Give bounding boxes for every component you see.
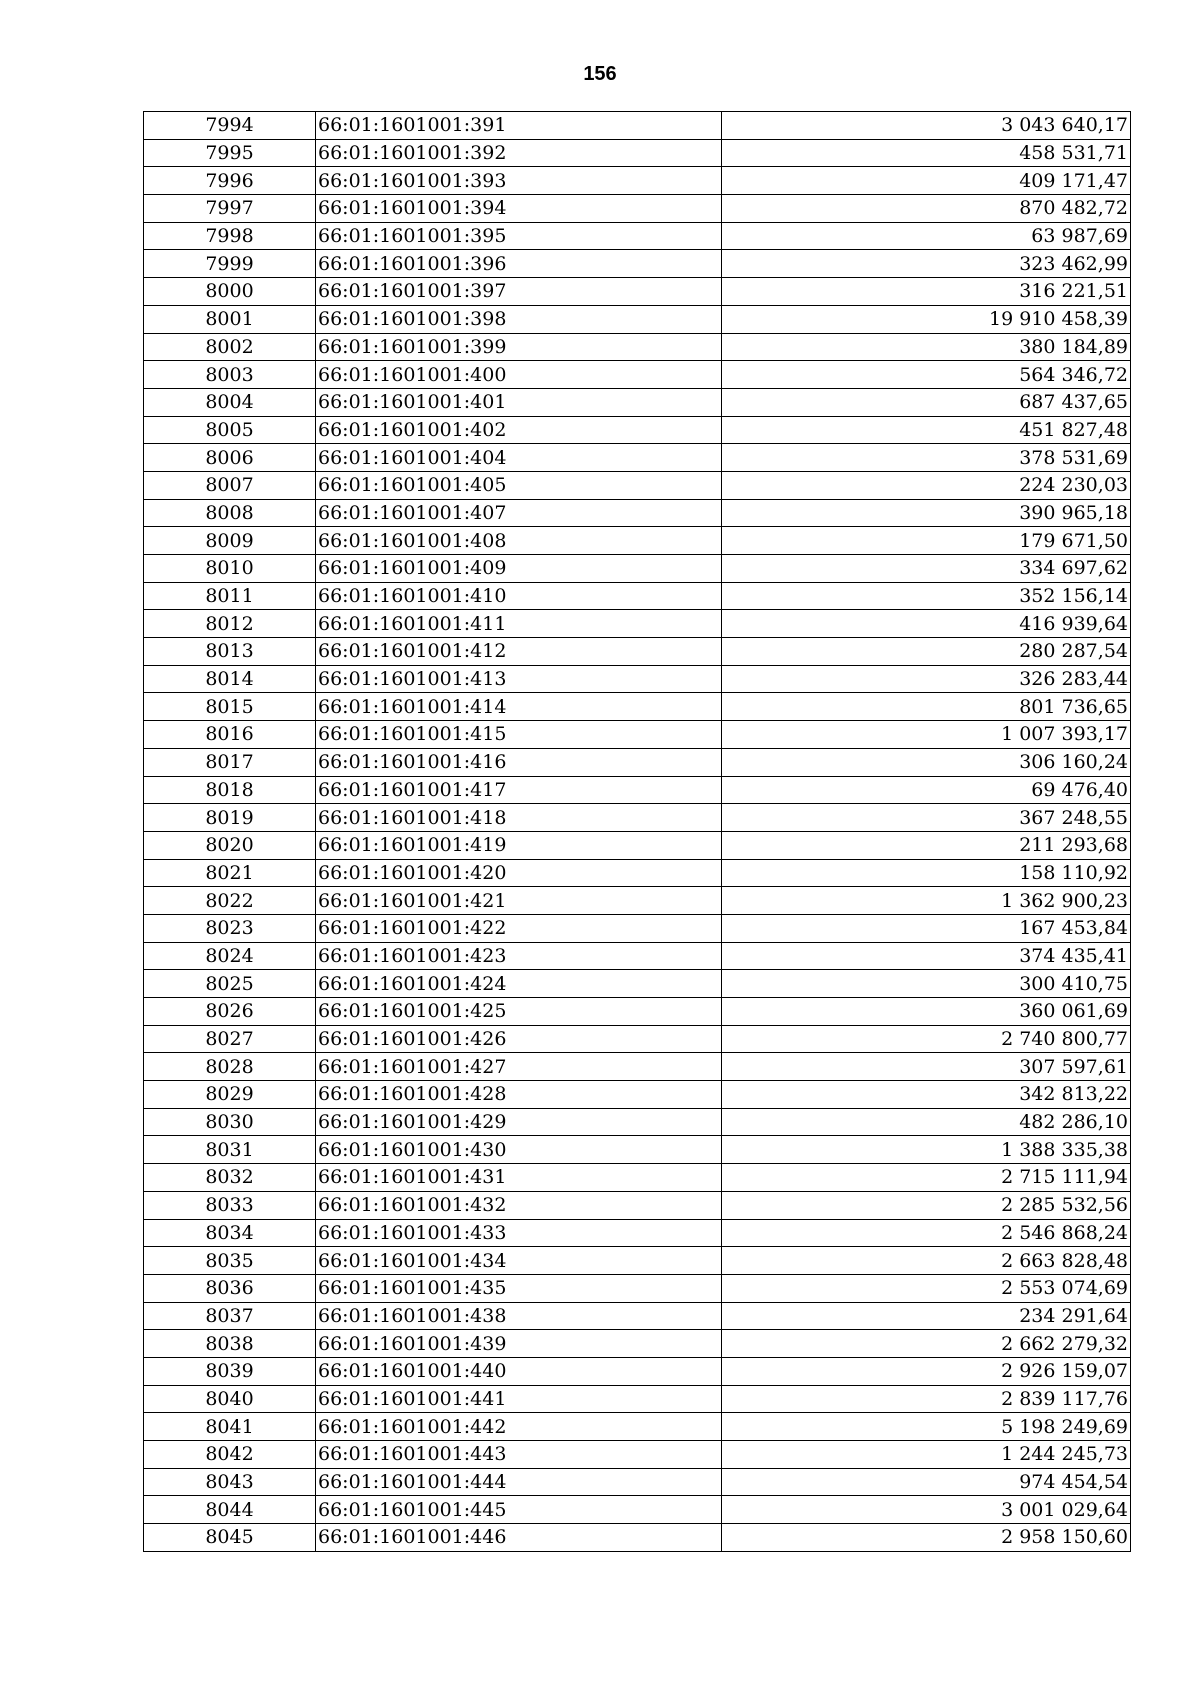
table-row — [144, 1302, 1131, 1330]
cadastral-value-cell: 2 662 279,32 — [722, 1330, 1131, 1358]
cadastral-value-cell: 224 230,03 — [722, 471, 1131, 499]
cadastral-number-cell: 66:01:1601001:396 — [316, 250, 722, 278]
cadastral-value-cell: 390 965,18 — [722, 499, 1131, 527]
cadastral-value-cell: 5 198 249,69 — [722, 1413, 1131, 1441]
row-number-cell: 8045 — [144, 1524, 316, 1552]
row-number-cell: 8017 — [144, 748, 316, 776]
cadastral-number-cell: 66:01:1601001:446 — [316, 1524, 722, 1552]
table-row — [144, 388, 1131, 416]
row-number-cell: 7996 — [144, 167, 316, 195]
table-row — [144, 1496, 1131, 1524]
cadastral-number-cell: 66:01:1601001:439 — [316, 1330, 722, 1358]
cadastral-number-cell: 66:01:1601001:427 — [316, 1053, 722, 1081]
cadastral-number-cell: 66:01:1601001:399 — [316, 333, 722, 361]
cadastral-value-cell: 409 171,47 — [722, 167, 1131, 195]
row-number-cell: 8043 — [144, 1468, 316, 1496]
cadastral-number-cell: 66:01:1601001:393 — [316, 167, 722, 195]
cadastral-value-cell: 280 287,54 — [722, 638, 1131, 666]
page-number: 156 — [583, 63, 617, 85]
cadastral-value-cell: 378 531,69 — [722, 444, 1131, 472]
cadastral-value-cell: 158 110,92 — [722, 859, 1131, 887]
row-number-cell: 8037 — [144, 1302, 316, 1330]
row-number-cell: 8026 — [144, 998, 316, 1026]
cadastral-number-cell: 66:01:1601001:420 — [316, 859, 722, 887]
table-row — [144, 499, 1131, 527]
cadastral-value-cell: 482 286,10 — [722, 1108, 1131, 1136]
row-number-cell: 8029 — [144, 1081, 316, 1109]
table-row — [144, 831, 1131, 859]
row-number-cell: 8018 — [144, 776, 316, 804]
cadastral-value-cell: 234 291,64 — [722, 1302, 1131, 1330]
table-row — [144, 444, 1131, 472]
cadastral-value-cell: 367 248,55 — [722, 804, 1131, 832]
cadastral-number-cell: 66:01:1601001:428 — [316, 1081, 722, 1109]
cadastral-number-cell: 66:01:1601001:404 — [316, 444, 722, 472]
cadastral-value-cell: 69 476,40 — [722, 776, 1131, 804]
cadastral-value-cell: 451 827,48 — [722, 416, 1131, 444]
row-number-cell: 8016 — [144, 721, 316, 749]
cadastral-number-cell: 66:01:1601001:443 — [316, 1441, 722, 1469]
row-number-cell: 8036 — [144, 1274, 316, 1302]
cadastral-number-cell: 66:01:1601001:401 — [316, 388, 722, 416]
table-row — [144, 1385, 1131, 1413]
cadastral-value-cell: 326 283,44 — [722, 665, 1131, 693]
row-number-cell: 8008 — [144, 499, 316, 527]
row-number-cell: 8028 — [144, 1053, 316, 1081]
table-row — [144, 970, 1131, 998]
table-row — [144, 610, 1131, 638]
cadastral-value-cell: 458 531,71 — [722, 139, 1131, 167]
row-number-cell: 8012 — [144, 610, 316, 638]
table-row — [144, 333, 1131, 361]
row-number-cell: 8041 — [144, 1413, 316, 1441]
cadastral-number-cell: 66:01:1601001:415 — [316, 721, 722, 749]
row-number-cell: 8030 — [144, 1108, 316, 1136]
cadastral-number-cell: 66:01:1601001:425 — [316, 998, 722, 1026]
cadastral-number-cell: 66:01:1601001:394 — [316, 195, 722, 223]
table-row — [144, 638, 1131, 666]
table-row — [144, 804, 1131, 832]
row-number-cell: 8011 — [144, 582, 316, 610]
cadastral-number-cell: 66:01:1601001:391 — [316, 112, 722, 140]
cadastral-value-cell: 801 736,65 — [722, 693, 1131, 721]
cadastral-value-cell: 687 437,65 — [722, 388, 1131, 416]
row-number-cell: 8013 — [144, 638, 316, 666]
cadastral-value-cell: 3 001 029,64 — [722, 1496, 1131, 1524]
cadastral-value-cell: 3 043 640,17 — [722, 112, 1131, 140]
cadastral-number-cell: 66:01:1601001:416 — [316, 748, 722, 776]
cadastral-value-table — [143, 111, 1131, 1552]
table-row — [144, 139, 1131, 167]
table-row — [144, 1053, 1131, 1081]
row-number-cell: 8042 — [144, 1441, 316, 1469]
row-number-cell: 8000 — [144, 278, 316, 306]
cadastral-value-cell: 564 346,72 — [722, 361, 1131, 389]
table-row — [144, 776, 1131, 804]
cadastral-value-cell: 167 453,84 — [722, 914, 1131, 942]
cadastral-number-cell: 66:01:1601001:423 — [316, 942, 722, 970]
row-number-cell: 8020 — [144, 831, 316, 859]
table-row — [144, 665, 1131, 693]
cadastral-number-cell: 66:01:1601001:414 — [316, 693, 722, 721]
cadastral-value-cell: 2 285 532,56 — [722, 1191, 1131, 1219]
table-row — [144, 167, 1131, 195]
table-row — [144, 942, 1131, 970]
cadastral-number-cell: 66:01:1601001:422 — [316, 914, 722, 942]
cadastral-value-cell: 352 156,14 — [722, 582, 1131, 610]
row-number-cell: 8003 — [144, 361, 316, 389]
row-number-cell: 8021 — [144, 859, 316, 887]
cadastral-value-cell: 870 482,72 — [722, 195, 1131, 223]
cadastral-number-cell: 66:01:1601001:445 — [316, 1496, 722, 1524]
table-row — [144, 112, 1131, 140]
row-number-cell: 8035 — [144, 1247, 316, 1275]
cadastral-value-cell: 342 813,22 — [722, 1081, 1131, 1109]
cadastral-number-cell: 66:01:1601001:395 — [316, 222, 722, 250]
cadastral-value-cell: 316 221,51 — [722, 278, 1131, 306]
row-number-cell: 8033 — [144, 1191, 316, 1219]
cadastral-number-cell: 66:01:1601001:430 — [316, 1136, 722, 1164]
row-number-cell: 7995 — [144, 139, 316, 167]
row-number-cell: 8019 — [144, 804, 316, 832]
row-number-cell: 8009 — [144, 527, 316, 555]
row-number-cell: 8022 — [144, 887, 316, 915]
table-row — [144, 1191, 1131, 1219]
table-row — [144, 416, 1131, 444]
row-number-cell: 7999 — [144, 250, 316, 278]
row-number-cell: 8044 — [144, 1496, 316, 1524]
row-number-cell: 8014 — [144, 665, 316, 693]
cadastral-value-cell: 360 061,69 — [722, 998, 1131, 1026]
row-number-cell: 8038 — [144, 1330, 316, 1358]
cadastral-number-cell: 66:01:1601001:431 — [316, 1164, 722, 1192]
cadastral-number-cell: 66:01:1601001:418 — [316, 804, 722, 832]
table-row — [144, 555, 1131, 583]
row-number-cell: 8005 — [144, 416, 316, 444]
cadastral-number-cell: 66:01:1601001:434 — [316, 1247, 722, 1275]
row-number-cell: 8015 — [144, 693, 316, 721]
cadastral-value-cell: 334 697,62 — [722, 555, 1131, 583]
row-number-cell: 8039 — [144, 1357, 316, 1385]
cadastral-value-cell: 2 926 159,07 — [722, 1357, 1131, 1385]
cadastral-number-cell: 66:01:1601001:412 — [316, 638, 722, 666]
cadastral-value-cell: 1 388 335,38 — [722, 1136, 1131, 1164]
cadastral-number-cell: 66:01:1601001:392 — [316, 139, 722, 167]
cadastral-number-cell: 66:01:1601001:424 — [316, 970, 722, 998]
table-row — [144, 305, 1131, 333]
table-row — [144, 1219, 1131, 1247]
cadastral-number-cell: 66:01:1601001:397 — [316, 278, 722, 306]
row-number-cell: 7997 — [144, 195, 316, 223]
cadastral-number-cell: 66:01:1601001:405 — [316, 471, 722, 499]
cadastral-value-cell: 2 663 828,48 — [722, 1247, 1131, 1275]
table-row — [144, 1025, 1131, 1053]
table-row — [144, 471, 1131, 499]
table-row — [144, 721, 1131, 749]
cadastral-number-cell: 66:01:1601001:402 — [316, 416, 722, 444]
table-row — [144, 195, 1131, 223]
table-row — [144, 1081, 1131, 1109]
table-row — [144, 914, 1131, 942]
cadastral-number-cell: 66:01:1601001:426 — [316, 1025, 722, 1053]
cadastral-value-cell: 1 244 245,73 — [722, 1441, 1131, 1469]
cadastral-value-cell: 1 362 900,23 — [722, 887, 1131, 915]
table-row — [144, 361, 1131, 389]
table-row — [144, 1136, 1131, 1164]
cadastral-value-cell: 2 839 117,76 — [722, 1385, 1131, 1413]
row-number-cell: 7998 — [144, 222, 316, 250]
cadastral-number-cell: 66:01:1601001:407 — [316, 499, 722, 527]
cadastral-value-cell: 300 410,75 — [722, 970, 1131, 998]
cadastral-number-cell: 66:01:1601001:442 — [316, 1413, 722, 1441]
cadastral-value-cell: 307 597,61 — [722, 1053, 1131, 1081]
table-row — [144, 693, 1131, 721]
cadastral-value-cell: 974 454,54 — [722, 1468, 1131, 1496]
table-row — [144, 1524, 1131, 1552]
cadastral-value-cell: 2 740 800,77 — [722, 1025, 1131, 1053]
cadastral-number-cell: 66:01:1601001:435 — [316, 1274, 722, 1302]
cadastral-value-cell: 2 546 868,24 — [722, 1219, 1131, 1247]
table-row — [144, 887, 1131, 915]
row-number-cell: 8001 — [144, 305, 316, 333]
table-row — [144, 1468, 1131, 1496]
cadastral-value-cell: 416 939,64 — [722, 610, 1131, 638]
row-number-cell: 8023 — [144, 914, 316, 942]
cadastral-number-cell: 66:01:1601001:409 — [316, 555, 722, 583]
cadastral-number-cell: 66:01:1601001:410 — [316, 582, 722, 610]
cadastral-number-cell: 66:01:1601001:417 — [316, 776, 722, 804]
row-number-cell: 8004 — [144, 388, 316, 416]
table-body — [144, 112, 1131, 1552]
row-number-cell: 8024 — [144, 942, 316, 970]
cadastral-number-cell: 66:01:1601001:432 — [316, 1191, 722, 1219]
cadastral-number-cell: 66:01:1601001:429 — [316, 1108, 722, 1136]
cadastral-value-cell: 2 958 150,60 — [722, 1524, 1131, 1552]
cadastral-number-cell: 66:01:1601001:438 — [316, 1302, 722, 1330]
cadastral-number-cell: 66:01:1601001:408 — [316, 527, 722, 555]
table-row — [144, 748, 1131, 776]
row-number-cell: 7994 — [144, 112, 316, 140]
table-row — [144, 222, 1131, 250]
row-number-cell: 8006 — [144, 444, 316, 472]
cadastral-value-cell: 211 293,68 — [722, 831, 1131, 859]
cadastral-number-cell: 66:01:1601001:440 — [316, 1357, 722, 1385]
cadastral-number-cell: 66:01:1601001:421 — [316, 887, 722, 915]
table-row — [144, 250, 1131, 278]
row-number-cell: 8040 — [144, 1385, 316, 1413]
cadastral-number-cell: 66:01:1601001:413 — [316, 665, 722, 693]
cadastral-value-cell: 2 553 074,69 — [722, 1274, 1131, 1302]
cadastral-value-cell: 323 462,99 — [722, 250, 1131, 278]
table-row — [144, 998, 1131, 1026]
cadastral-number-cell: 66:01:1601001:398 — [316, 305, 722, 333]
cadastral-number-cell: 66:01:1601001:433 — [316, 1219, 722, 1247]
cadastral-value-cell: 2 715 111,94 — [722, 1164, 1131, 1192]
table-row — [144, 527, 1131, 555]
row-number-cell: 8025 — [144, 970, 316, 998]
cadastral-number-cell: 66:01:1601001:400 — [316, 361, 722, 389]
row-number-cell: 8002 — [144, 333, 316, 361]
row-number-cell: 8007 — [144, 471, 316, 499]
cadastral-value-cell: 306 160,24 — [722, 748, 1131, 776]
cadastral-number-cell: 66:01:1601001:411 — [316, 610, 722, 638]
table-row — [144, 1164, 1131, 1192]
row-number-cell: 8034 — [144, 1219, 316, 1247]
cadastral-value-cell: 179 671,50 — [722, 527, 1131, 555]
table-row — [144, 1247, 1131, 1275]
cadastral-number-cell: 66:01:1601001:444 — [316, 1468, 722, 1496]
cadastral-value-cell: 380 184,89 — [722, 333, 1131, 361]
row-number-cell: 8027 — [144, 1025, 316, 1053]
cadastral-value-cell: 19 910 458,39 — [722, 305, 1131, 333]
table-row — [144, 1330, 1131, 1358]
table-row — [144, 278, 1131, 306]
table-row — [144, 1441, 1131, 1469]
cadastral-value-cell: 1 007 393,17 — [722, 721, 1131, 749]
row-number-cell: 8031 — [144, 1136, 316, 1164]
table-row — [144, 859, 1131, 887]
row-number-cell: 8032 — [144, 1164, 316, 1192]
table-row — [144, 1274, 1131, 1302]
table-row — [144, 1108, 1131, 1136]
table-row — [144, 1413, 1131, 1441]
cadastral-value-cell: 374 435,41 — [722, 942, 1131, 970]
cadastral-number-cell: 66:01:1601001:419 — [316, 831, 722, 859]
cadastral-value-cell: 63 987,69 — [722, 222, 1131, 250]
cadastral-number-cell: 66:01:1601001:441 — [316, 1385, 722, 1413]
row-number-cell: 8010 — [144, 555, 316, 583]
table-row — [144, 1357, 1131, 1385]
table-row — [144, 582, 1131, 610]
